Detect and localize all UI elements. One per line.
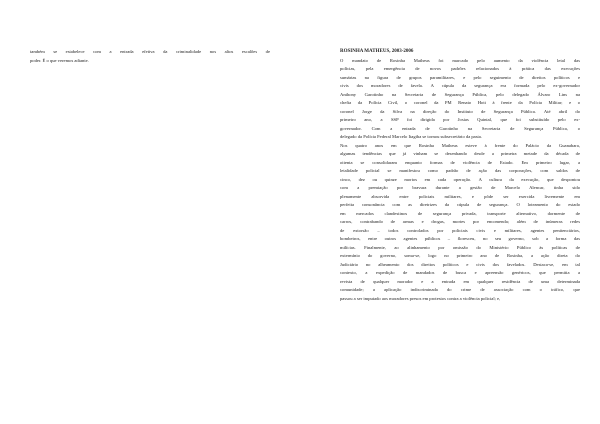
text-line: algumas tendências que já vinham se desenhando desde a primeira metade da década de [340,151,580,156]
text-line: delegado da Polícia Federal Marcelo Itagiba se tornou subsecretário da pasta. [340,134,482,139]
text-line: O mandato de Rosinha Matheus foi marcado pelo aumento da violência letal das [340,57,580,63]
left-column [30,48,270,65]
text-line: perfeita consonância com as diretrizes da cúpula de segurança. O loteamento do estado [340,202,580,207]
text-line: cinco, dez ou quinze mortos em cada operação. A cultura da execução, que despontou [340,176,580,182]
text-line: de extorsão – todos controlados por policiais civis e militares, agentes penitenciários, [340,227,580,233]
text-line: bombeiros, entre outros agentes públicos – floresceu, no seu governo, sob a forma das [340,236,580,241]
text-line: letalidade policial se manifestou como padrão de ação das corporações, com saldos de [340,168,580,173]
text-line: extermínio do governo, soma-se, logo no primeiro ano de Rosinha, a ação direta do [340,253,580,258]
text-line: poder. É o que veremos adiante. [30,57,89,63]
text-line: sumárias na figura de grupos paramilitares, e pelo seguimento de direitos políticos e [340,74,580,80]
text-line: coronel Jorge da Silva na direção do Instituto de Segurança Pública. Até abril do [340,108,580,114]
text-line: milícias. Finalmente, ao alinhamento por omissão do Ministério Público às políticas de [340,244,580,250]
text-line: em mercados clandestinos de segurança privada, transporte alternativo, dormente de [340,210,580,216]
right-column [340,48,580,303]
text-line: civis dos moradores de favela. A cúpula da segurança era formada pelo ex-governador [340,83,580,88]
text-line: carros, contrabando de armas e drogas, mortes por encomenda; além de inúmeras redes [340,219,580,224]
text-line: Nos quatro anos em que Rosinha Matheus esteve à frente do Palácio da Guanabara, [340,142,580,148]
text-line: governador. Com a entrada de Garotinho na Secretaria de Segurança Pública, o [340,125,580,131]
text-line: chefia da Polícia Civil, o coronel da PM Renato Hott à frente da Polícia Militar; e o [340,100,580,105]
text-line: com a premiação por bravura durante a gestão de Marcelo Alencar, tinha sido [340,185,580,190]
text-line: Anthony Garotinho na Secretaria de Segurança Pública, pelo delegado Álvaro Lins na [340,91,580,97]
text-line: também se estabelece com a entrada efetiva da criminalidade nos altos escalões de [30,49,270,54]
text-line: revista de qualquer morador e a entrada em qualquer residência de uma determinada [340,278,580,284]
text-line: comunidade; a aplicação indiscriminada do crime de associação com o tráfico, que [340,287,580,292]
text-line: contexto, a expedição de mandados de busca e apreensão genéricos, que permitia a [340,270,580,275]
text-line: primeiro ano, a SSP foi dirigida por Josias Quintal, que foi substituído pelo ex- [340,117,580,122]
text-line: polícias, pela emergência de novos padrões relacionados à prática das execuções [340,66,580,71]
text-line: plenamente absorvida entre policiais militares, e pôde ser exercida livremente em [340,193,580,199]
text-line: passou a ser imputado aos moradores presos em protestos contra a violência policial; e, [340,295,501,301]
right-column-body [340,57,580,304]
text-line: Judiciário no alheamento dos direitos políticos e civis dos favelados. Destaca-se, em tal [340,261,580,267]
section-heading: ROSINHA MATHEUS, 2003-2006 [340,49,414,54]
text-line: oitenta se consolidaram enquanto formas de violência de Estado. Em primeiro lugar, a [340,159,580,165]
